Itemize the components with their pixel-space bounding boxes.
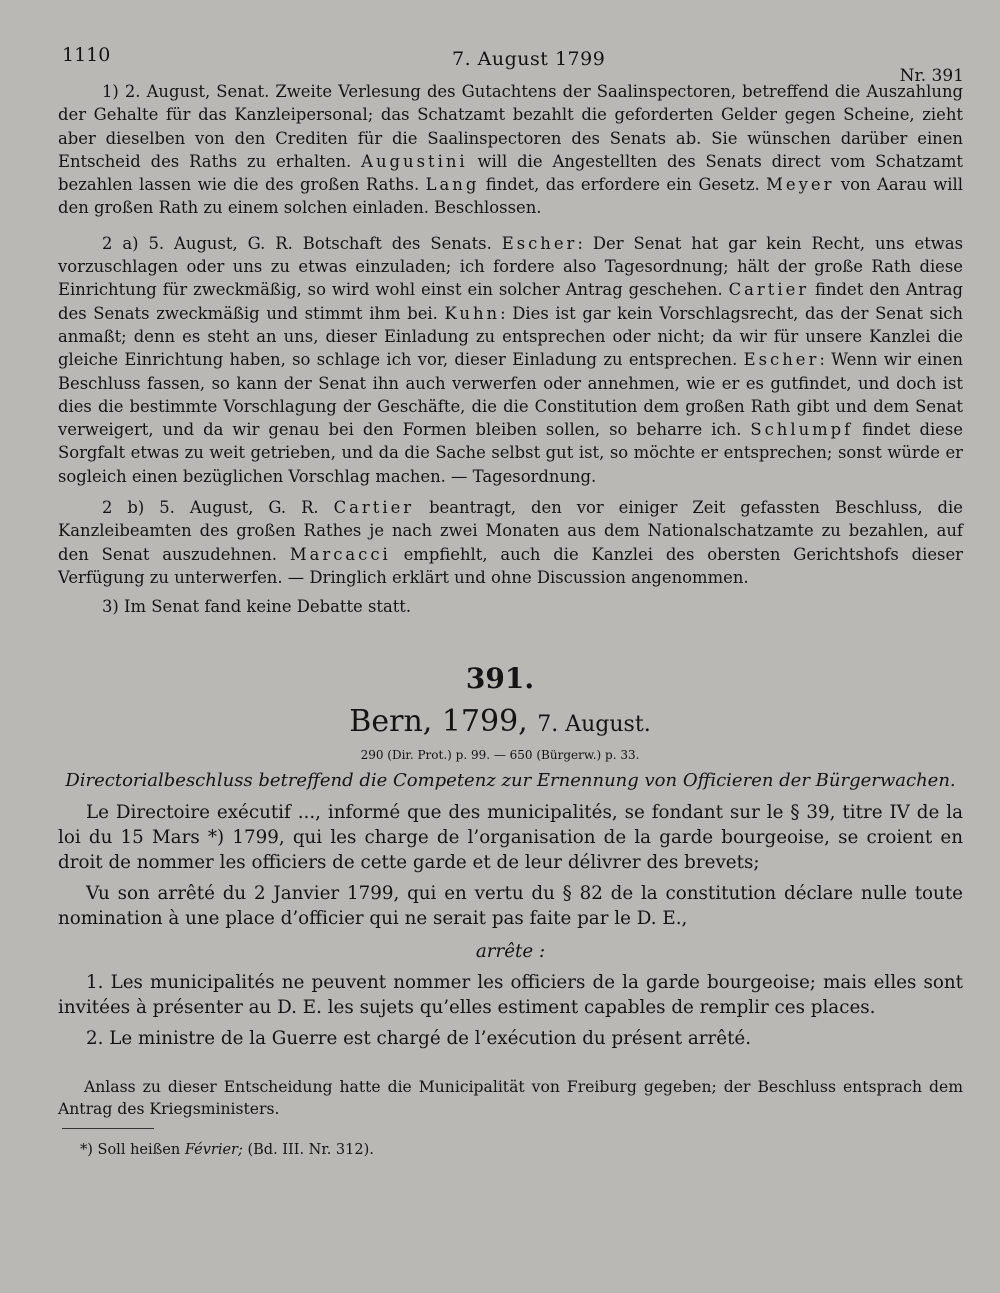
decree-vu: Vu son arrêté du 2 Janvier 1799, qui en vertu du § 82 de la constitution déclare nulle toute nomination à une place d’officier qui ne serait pas faite par le D. E., bbox=[58, 883, 963, 929]
header-document-number: Nr. 391 bbox=[899, 66, 964, 86]
session-minutes bbox=[58, 80, 963, 619]
document-reference: 290 (Dir. Prot.) p. 99. — 650 (Bürgerw.) p. 33. bbox=[360, 748, 640, 762]
document-number: 391. bbox=[465, 662, 535, 695]
decree-text bbox=[58, 800, 963, 1051]
paragraph-3: 3) Im Senat fand keine Debatte statt. bbox=[102, 597, 412, 617]
speaker-name: Augustini bbox=[361, 151, 468, 171]
editorial-note-text: Anlass zu dieser Entscheidung hatte die Municipalität von Freiburg gegeben; der Beschluss entsprach dem Antrag des Kriegsministers. bbox=[58, 1078, 963, 1118]
paragraph-2a: 2 a) 5. August, G. R. Botschaft des Senats. Escher: Der Senat hat gar kein Recht, uns etwas vorzuschlagen oder uns zu etwas einzuladen; ich fordere also Tagesordnung; hält der große Rath diese Einrichtung für zweckmäßig, so wird wohl einst ein solcher Antrag geschehen. Cartier findet den Antrag des Senats zweckmäßig und stimmt ihm bei. Kuhn: Dies ist gar kein Vorschlagsrecht, das der Senat sich anmaßt; denn es steht an uns, dieser Einladung zu entsprechen oder nicht; da wir für unsere Kanzlei die gleiche Einrichtung haben, so schlage ich vor, dieser Einladung zu entsprechen. Escher: Wenn wir einen Beschluss fassen, so kann der Senat ihn auch verwerfen oder annehmen, wie er es gutfindet, und doch ist dies die bestimmte Vorschlagung der Geschäfte, die die Constitution dem großen Rath gibt und dem Senat verweigert, und da wir genau bei den Formen bleiben sollen, so beharre ich. Schlumpf findet diese Sorgfalt etwas zu weit getrieben, und da die Sache selbst gut ist, so möchte er entsprechen; sonst würde er sogleich einen bezüglichen Vorschlag machen. — Tagesordnung. bbox=[58, 233, 964, 486]
footnote: *) Soll heißen Février; (Bd. III. Nr. 312). bbox=[80, 1142, 374, 1158]
speaker-name: Schlumpf bbox=[750, 420, 854, 440]
document-day: 7. August. bbox=[537, 712, 651, 737]
paragraph-1: 1) 2. August, Senat. Zweite Verlesung des Gutachtens der Saalinspectoren, betreffend die Auszahlung der Gehalte für das Kanzleipersonal; das Schatzamt bezahlt die geforderten Gelder gegen Scheine, zieht aber dieselben von den Crediten für die Saalinspectoren des Senats ab. Sie wünschen darüber einen Entscheid des Raths zu erhalten. Augustini will die Angestellten des Senats direct vom Schatzamt bezahlen lassen wie die des großen Raths. Lang findet, das erfordere ein Gesetz. Meyer von Aarau will den großen Rath zu einem solchen einladen. Beschlossen. bbox=[58, 82, 963, 218]
document-title: Directorialbeschluss betreffend die Competenz zur Ernennung von Officieren der Bürgerwachen. bbox=[65, 770, 956, 791]
footnote-rule bbox=[62, 1128, 154, 1129]
speaker-name: Lang bbox=[425, 175, 480, 195]
page-number: 1110 bbox=[62, 44, 111, 66]
running-header bbox=[62, 44, 964, 84]
speaker-name: Escher bbox=[501, 233, 578, 253]
decree-intro: Le Directoire exécutif ..., informé que des municipalités, se fondant sur le § 39, titre IV de la loi du 15 Mars *) 1799, qui les charge de l’organisation de la garde bourgeoise, se croient en droit de nommer les officiers de cette garde et de leur délivrer des brevets; bbox=[58, 802, 963, 873]
speaker-name: Meyer bbox=[766, 175, 835, 195]
decree-arrete: arrête : bbox=[475, 941, 546, 962]
document-place-year: Bern, 1799, bbox=[349, 704, 528, 739]
document-place-date bbox=[0, 704, 1000, 739]
speaker-name: Escher bbox=[743, 350, 820, 370]
speaker-name: Marcacci bbox=[289, 544, 391, 564]
header-date: 7. August 1799 bbox=[452, 48, 606, 70]
paragraph-2b: 2 b) 5. August, G. R. Cartier beantragt, den vor einiger Zeit gefassten Beschluss, die Kanzleibeamten des großen Rathes je nach zwei Monaten aus dem Nationalschatzamte zu bezahlen, auf den Senat auszudehnen. Marcacci empfiehlt, auch die Kanzlei des obersten Gerichtshofs dieser Verfügung zu unterwerfen. — Dringlich erklärt und ohne Discussion angenommen. bbox=[58, 498, 963, 587]
decree-article-1: 1. Les municipalités ne peuvent nommer les officiers de la garde bourgeoise; mais elles sont invitées à présenter au D. E. les sujets qu’elles estiment capables de remplir ces places. bbox=[58, 972, 963, 1018]
decree-article-2: 2. Le ministre de la Guerre est chargé de l’exécution du présent arrêté. bbox=[86, 1028, 752, 1049]
speaker-name: Kuhn bbox=[444, 303, 501, 323]
speaker-name: Cartier bbox=[728, 280, 810, 300]
speaker-name: Cartier bbox=[333, 498, 415, 518]
editorial-note bbox=[58, 1076, 963, 1120]
